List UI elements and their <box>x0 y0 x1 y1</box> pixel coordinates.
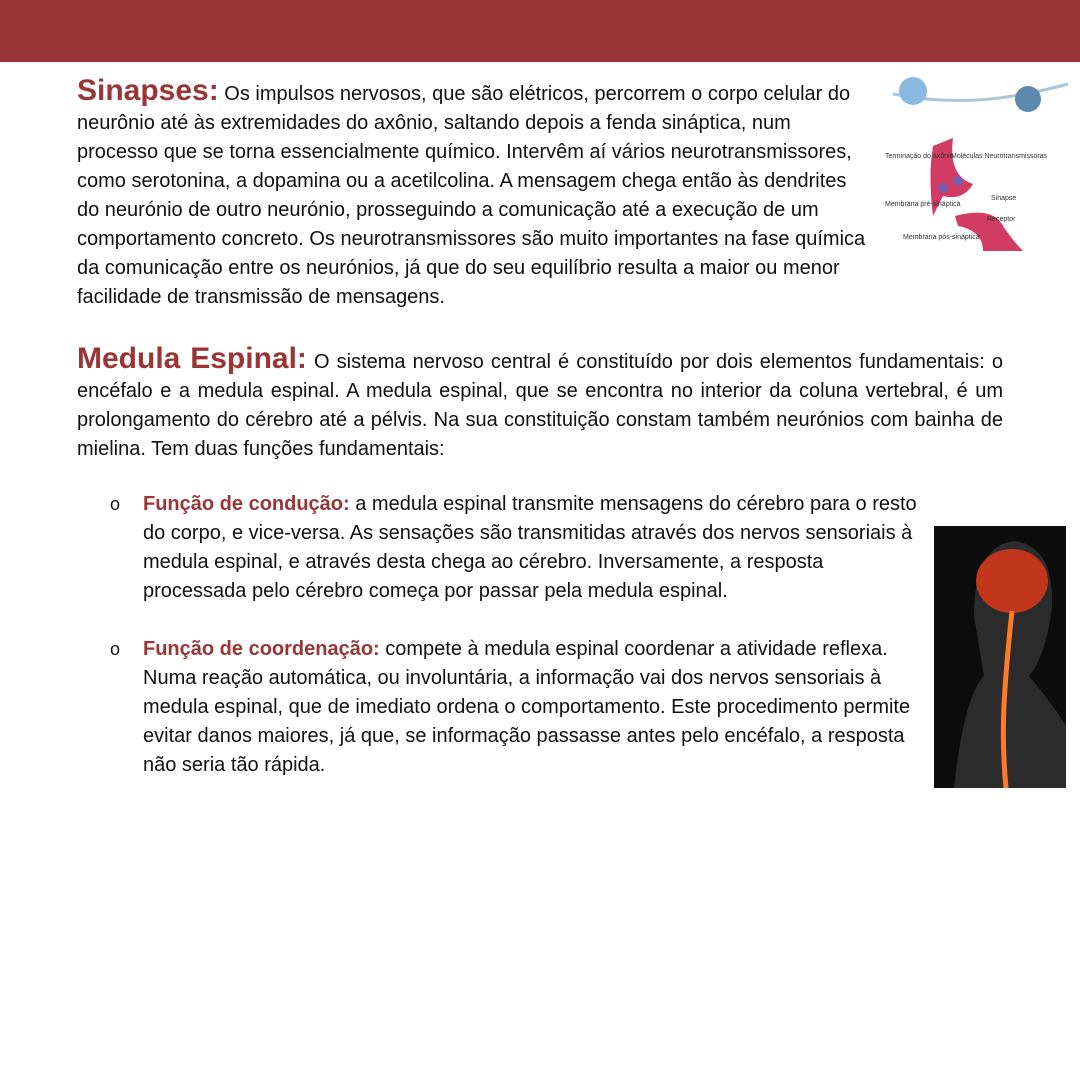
svg-text:Membrana pós-sináptica: Membrana pós-sináptica <box>903 234 980 241</box>
document-body <box>77 74 1048 809</box>
medula-text: O sistema nervoso central é constituído por dois elementos fundamentais: o encéfalo e a medula espinal. A medula espinal, que se encontra no interior da coluna vertebral, é um prolongamento do cérebro até a pélvis. Na sua constituição constam também neurónios com bainha de mielina. Tem duas funções fundamentais: <box>77 351 1003 460</box>
list-item-conducao <box>77 490 1003 606</box>
bullet-text: a medula espinal transmite mensagens do cérebro para o resto do corpo, e vice-versa. As sensações são transmitidas através dos nervos sensoriais à medula espinal, e através desta chega ao cérebro. Inversamente, a resposta processada pelo cérebro começa por passar pela medula espinal. <box>143 493 917 602</box>
svg-text:Moléculas Neurotransmissoras: Moléculas Neurotransmissoras <box>951 153 1048 160</box>
spinal-cord-image <box>934 526 1066 788</box>
sinapses-heading: Sinapses: <box>77 74 219 107</box>
bullet-circle-icon: o <box>110 639 121 659</box>
svg-text:Receptor: Receptor <box>987 216 1016 223</box>
list-item-coordenacao <box>77 635 1003 780</box>
bullet-title: Função de condução: <box>143 493 350 515</box>
bullet-text: compete à medula espinal coordenar a atividade reflexa. Numa reação automática, ou involuntária, a informação vai dos nervos sensoriais à medula espinal, que de imediato ordena o comportamento. Este procedimento permite evitar danos maiores, já que, se informação passasse antes pelo encéfalo, a resposta não seria tão rápida. <box>143 638 911 776</box>
sinapses-text: Os impulsos nervosos, que são elétricos, percorrem o corpo celular do neurônio até às extremidades do axônio, saltando depois a fenda sináptica, num processo que se torna essencialmente químico. Intervêm aí vários neurotransmissores, como serotonina, a dopamina ou a acetilcolina. A mensagem chega então às dendrites do neurónio de outro neurónio, prosseguindo a comunicação até a execução de um comportamento concreto. Os neurotransmissores são muito importantes na fase química da comunicação entre os neurónios, já que do seu equilíbrio resulta a maior ou menor facilidade de transmissão de mensagens. <box>77 83 866 308</box>
svg-text:Sinapse: Sinapse <box>991 195 1017 202</box>
svg-text:Terminação do axônio: Terminação do axônio <box>885 153 954 160</box>
sinapses-paragraph <box>77 76 1003 312</box>
bullet-circle-icon: o <box>110 494 121 514</box>
bullet-title: Função de coordenação: <box>143 638 380 660</box>
synapse-diagram <box>873 66 1073 256</box>
medula-heading: Medula Espinal: <box>77 342 307 375</box>
functions-list <box>77 490 1003 780</box>
header-bar <box>0 0 1080 62</box>
medula-paragraph <box>77 344 1003 464</box>
svg-text:Membrana pré-sináptica: Membrana pré-sináptica <box>885 201 961 208</box>
